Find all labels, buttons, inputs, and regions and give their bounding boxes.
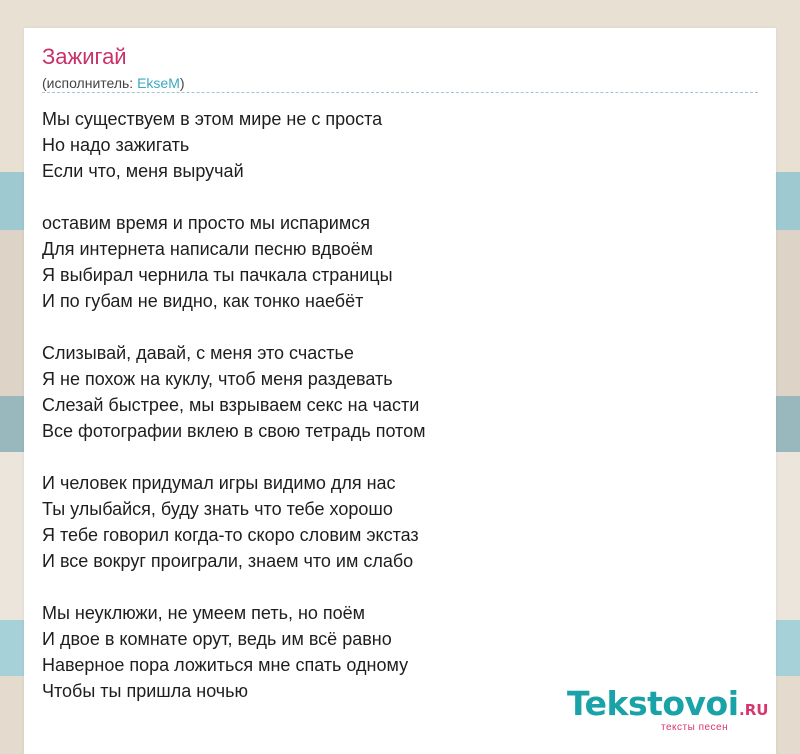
lyric-line: Я не похож на куклу, чтоб меня раздевать	[42, 369, 393, 389]
song-title: Зажигай	[42, 44, 127, 69]
artist-line	[42, 74, 185, 92]
lyric-line: Слизывай, давай, с меня это счастье	[42, 343, 354, 363]
lyric-line: Для интернета написали песню вдвоём	[42, 239, 374, 259]
lyric-line: И по губам не видно, как тонко наебёт	[42, 291, 364, 311]
lyrics-card	[24, 28, 776, 754]
lyric-line: Мы существуем в этом мире не с проста	[42, 109, 383, 129]
lyric-line: Но надо зажигать	[42, 135, 190, 155]
lyric-line: И все вокруг проиграли, знаем что им слабо	[42, 551, 414, 571]
lyric-line: оставим время и просто мы испаримся	[42, 213, 370, 233]
stanza-gap	[42, 574, 742, 600]
lyric-line: Все фотографии вклею в свою тетрадь потом	[42, 421, 426, 441]
site-logo[interactable]	[567, 684, 777, 736]
title-divider	[42, 92, 758, 93]
lyric-line: И двое в комнате орут, ведь им всё равно	[42, 629, 392, 649]
lyric-line: Слезай быстрее, мы взрываем секс на части	[42, 395, 420, 415]
lyric-line: Наверное пора ложиться мне спать одному	[42, 655, 409, 675]
lyric-line: Чтобы ты пришла ночью	[42, 681, 249, 701]
lyric-line: Я выбирал чернила ты пачкала страницы	[42, 265, 393, 285]
lyrics-text	[42, 106, 742, 704]
lyric-line: Ты улыбайся, буду знать что тебе хорошо	[42, 499, 393, 519]
lyric-line: Мы неуклюжи, не умеем петь, но поём	[42, 603, 366, 623]
artist-prefix: (исполнитель:	[42, 75, 138, 91]
lyric-line: Я тебе говорил когда-то скоро словим экстаз	[42, 525, 419, 545]
stanza-gap	[42, 444, 742, 470]
logo-tld: .RU	[739, 701, 769, 719]
logo-name: Tekstovoi	[567, 684, 739, 723]
lyric-line: Если что, меня выручай	[42, 161, 244, 181]
artist-link[interactable]: EkseM	[137, 75, 180, 91]
logo-tagline: тексты песен	[661, 722, 729, 733]
artist-suffix: )	[179, 75, 185, 91]
stanza-gap	[42, 314, 742, 340]
stanza-gap	[42, 184, 742, 210]
lyric-line: И человек придумал игры видимо для нас	[42, 473, 396, 493]
